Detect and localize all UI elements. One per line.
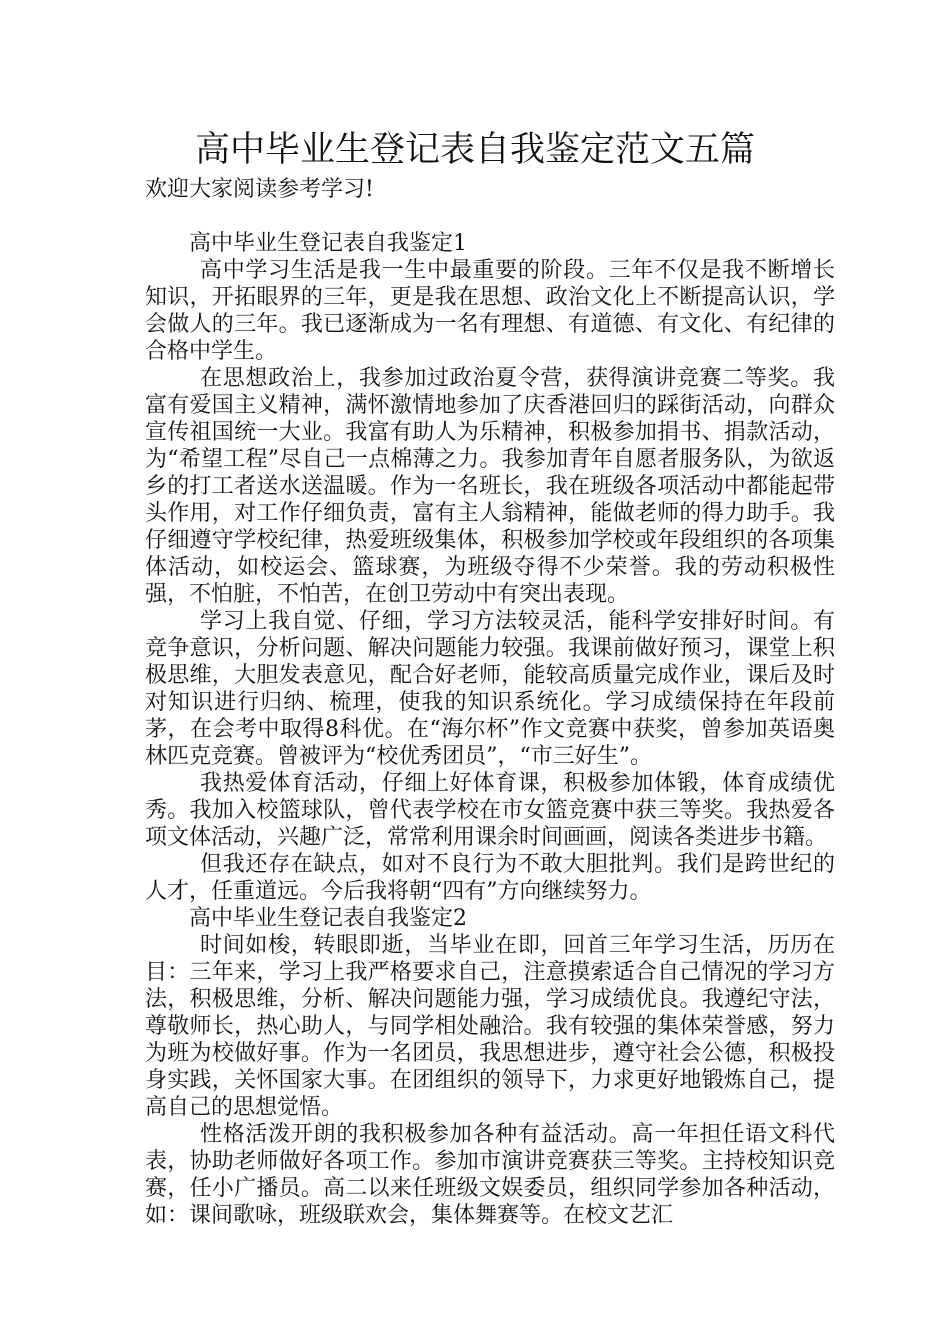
paragraph: 学习上我自觉、仔细，学习方法较灵活，能科学安排好时间。有竞争意识，分析问题、解决问题能力较强。我课前做好预习，课堂上积极思维，大胆发表意见，配合好老师，能较高质量完成作业，课后及时对知识进行归纳、梳理，使我的知识系统化。学习成绩保持在年段前茅，在会考中取得8科优。在“海尔杯”作文竞赛中获奖，曾参加英语奥林匹克竞赛。曾被评为“校优秀团员”，“市三好生”。 — [145, 609, 835, 769]
paragraph: 但我还存在缺点，如对不良行为不敢大胆批判。我们是跨世纪的人才，任重道远。今后我将朝“四有”方向继续努力。 — [145, 852, 835, 904]
paragraph: 时间如梭，转眼即逝，当毕业在即，回首三年学习生活，历历在目：三年来，学习上我严格要求自己，注意摸索适合自己情况的学习方法，积极思维，分析、解决问题能力强，学习成绩优良。我遵纪守法，尊敬师长，热心助人，与同学相处融洽。我有较强的集体荣誉感，努力为班为校做好事。作为一名团员，我思想进步，遵守社会公德，积极投身实践，关怀国家大事。在团组织的领导下，力求更好地锻炼自己，提高自己的思想觉悟。 — [145, 933, 835, 1120]
section-heading-2: 高中毕业生登记表自我鉴定2 — [189, 906, 467, 931]
paragraph: 性格活泼开朗的我积极参加各种有益活动。高一年担任语文科代表，协助老师做好各项工作。参加市演讲竞赛获三等奖。主持校知识竞赛，任小广播员。高二以来任班级文娱委员，组织同学参加各种活动，如：课间歌咏，班级联欢会，集体舞赛等。在校文艺汇 — [145, 1122, 835, 1228]
blank-line — [145, 203, 835, 230]
section-heading-1: 高中毕业生登记表自我鉴定1 — [189, 231, 467, 256]
intro-line: 欢迎大家阅读参考学习! — [145, 177, 374, 202]
document-title: 高中毕业生登记表自我鉴定范文五篇 — [194, 130, 755, 170]
paragraph: 高中学习生活是我一生中最重要的阶段。三年不仅是我不断增长知识，开拓眼界的三年，更是我在思想、政治文化上不断提高认识，学会做人的三年。我已逐渐成为一名有理想、有道德、有文化、有纪律的合格中学生。 — [145, 258, 835, 364]
document-body — [145, 176, 835, 1229]
paragraph: 我热爱体育活动，仔细上好体育课，积极参加体锻，体育成绩优秀。我加入校篮球队，曾代表学校在市女篮竞赛中获三等奖。我热爱各项文体活动，兴趣广泛，常常利用课余时间画画，阅读各类进步书籍。 — [145, 771, 835, 850]
paragraph: 在思想政治上，我参加过政治夏令营，获得演讲竞赛二等奖。我富有爱国主义精神，满怀激情地参加了庆香港回归的踩街活动，向群众宣传祖国统一大业。我富有助人为乐精神，积极参加捐书、捐款活动，为“希望工程”尽自己一点棉薄之力。我参加青年自愿者服务队，为欲返乡的打工者送水送温暖。作为一名班长，我在班级各项活动中都能起带头作用，对工作仔细负责，富有主人翁精神，能做老师的得力助手。我仔细遵守学校纪律，热爱班级集体，积极参加学校或年段组织的各项集体活动，如校运会、篮球赛，为班级夺得不少荣誉。我的劳动积极性强，不怕脏，不怕苦，在创卫劳动中有突出表现。 — [145, 366, 835, 607]
